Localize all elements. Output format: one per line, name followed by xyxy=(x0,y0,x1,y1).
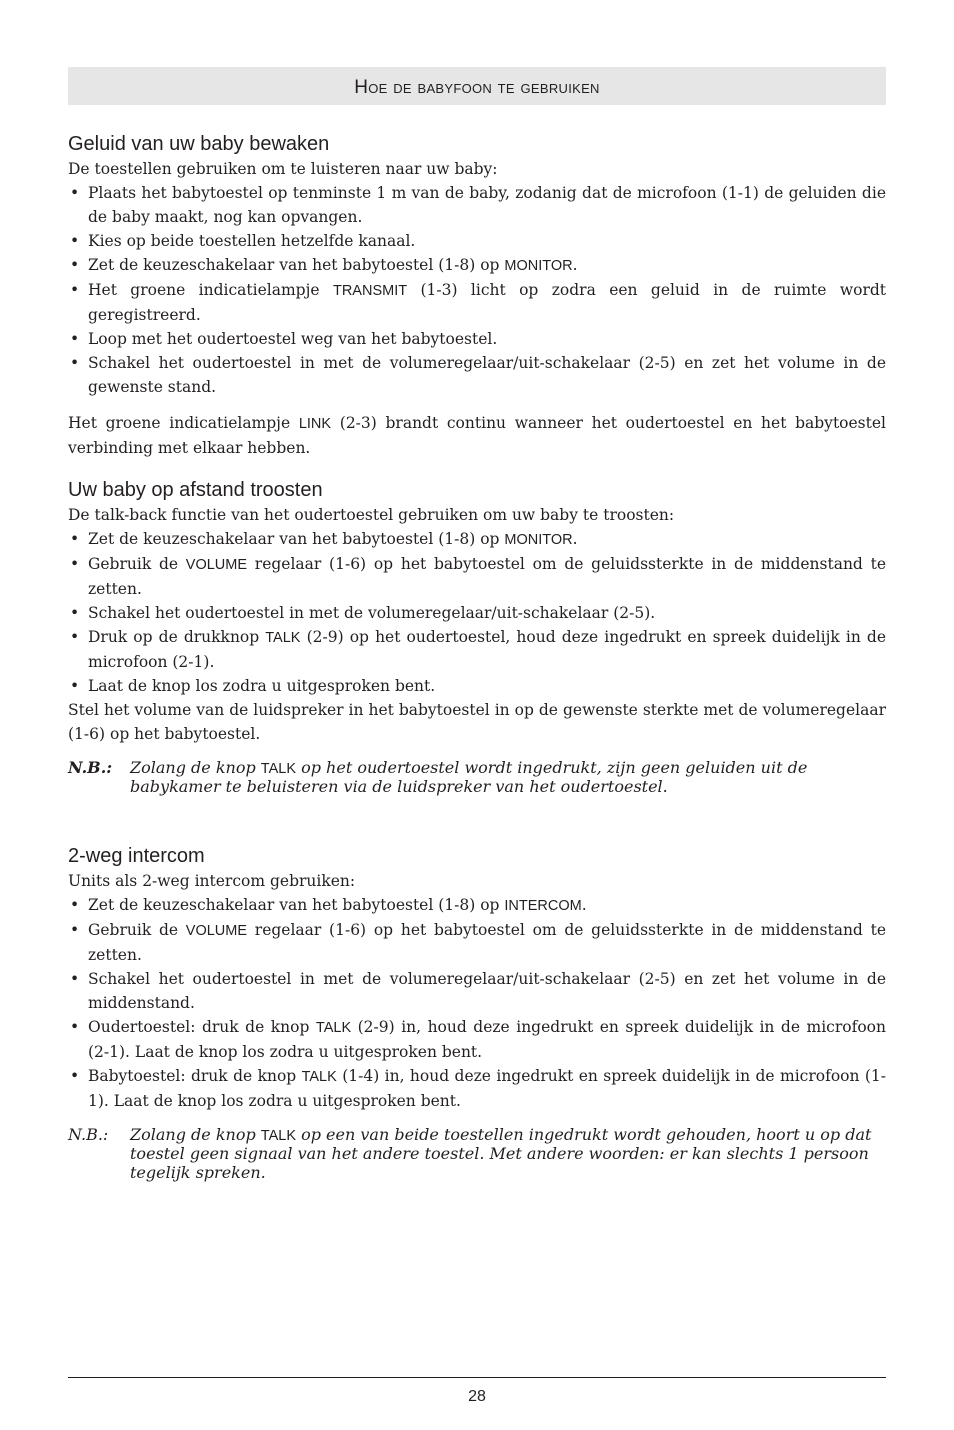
bullet-icon: • xyxy=(70,896,80,914)
section-talkback xyxy=(68,478,886,796)
list-item: • Het groene indicatielampje TRANSMIT (1-3) licht op zodra een geluid in de ruimte wordt geregistreerd. xyxy=(68,278,886,327)
list-item: • Zet de keuzeschakelaar van het babytoestel (1-8) op MONITOR. xyxy=(68,253,886,278)
page-title: Hoe de babyfoon te gebruiken xyxy=(354,77,600,98)
list-item: • Laat de knop los zodra u uitgesproken bent. xyxy=(68,674,886,698)
note-text: Zolang de knop TALK op het oudertoestel wordt ingedrukt, zijn geen geluiden uit de babykamer te beluisteren via de luidspreker van het oudertoestel. xyxy=(130,758,808,796)
bullet-icon: • xyxy=(70,232,80,250)
section-heading: Geluid van uw baby bewaken xyxy=(68,133,330,155)
list-item: • Babytoestel: druk de knop TALK (1-4) in, houd deze ingedrukt en spreek duidelijk in de microfoon (1-1). Laat de knop los zodra u uitgesproken bent. xyxy=(68,1064,886,1113)
note xyxy=(68,1125,886,1182)
bullet-icon: • xyxy=(70,921,80,939)
section-intro: De talk-back functie van het oudertoestel gebruiken om uw baby te troosten: xyxy=(68,506,675,524)
list-item: • Kies op beide toestellen hetzelfde kanaal. xyxy=(68,229,886,253)
bullet-list xyxy=(68,893,886,1113)
section-paragraph: Stel het volume van de luidspreker in het babytoestel in op de gewenste sterkte met de volumeregelaar (1-6) op het babytoestel. xyxy=(68,701,886,743)
bullet-icon: • xyxy=(70,628,80,646)
section-paragraph: Het groene indicatielampje LINK (2-3) brandt continu wanneer het oudertoestel en het babytoestel verbinding met elkaar hebben. xyxy=(68,414,886,457)
note xyxy=(68,758,886,796)
footer-divider xyxy=(68,1377,886,1378)
list-item: • Gebruik de VOLUME regelaar (1-6) op het babytoestel om de geluidssterkte in de middenstand te zetten. xyxy=(68,552,886,601)
list-item: • Loop met het oudertoestel weg van het babytoestel. xyxy=(68,327,886,351)
note-label: N.B.: xyxy=(68,1125,109,1144)
bullet-icon: • xyxy=(70,330,80,348)
list-item: • Gebruik de VOLUME regelaar (1-6) op het babytoestel om de geluidssterkte in de middenstand te zetten. xyxy=(68,918,886,967)
bullet-icon: • xyxy=(70,354,80,372)
bullet-icon: • xyxy=(70,1018,80,1036)
bullet-list xyxy=(68,527,886,698)
section-intro: Units als 2-weg intercom gebruiken: xyxy=(68,872,356,890)
section-monitor xyxy=(68,132,886,460)
bullet-icon: • xyxy=(70,555,80,573)
note-label: N.B.: xyxy=(68,758,113,777)
section-heading: 2-weg intercom xyxy=(68,845,205,867)
bullet-icon: • xyxy=(70,970,80,988)
list-item: • Zet de keuzeschakelaar van het babytoestel (1-8) op MONITOR. xyxy=(68,527,886,552)
bullet-icon: • xyxy=(70,184,80,202)
list-item: • Oudertoestel: druk de knop TALK (2-9) in, houd deze ingedrukt en spreek duidelijk in de microfoon (2-1). Laat de knop los zodra u uitgesproken bent. xyxy=(68,1015,886,1064)
bullet-icon: • xyxy=(70,281,80,299)
bullet-icon: • xyxy=(70,1067,80,1085)
bullet-icon: • xyxy=(70,256,80,274)
section-title-banner xyxy=(68,67,886,105)
list-item: • Zet de keuzeschakelaar van het babytoestel (1-8) op INTERCOM. xyxy=(68,893,886,918)
list-item: • Schakel het oudertoestel in met de volumeregelaar/uit-schakelaar (2-5). xyxy=(68,601,886,625)
page-number: 28 xyxy=(468,1388,486,1405)
section-intercom xyxy=(68,844,886,1182)
bullet-icon: • xyxy=(70,530,80,548)
bullet-list xyxy=(68,181,886,399)
section-heading: Uw baby op afstand troosten xyxy=(68,479,323,501)
note-text: Zolang de knop TALK op een van beide toestellen ingedrukt wordt gehouden, hoort u op dat toestel geen signaal van het andere toestel. Met andere woorden: er kan slechts 1 persoon tegelijk spreken. xyxy=(130,1125,872,1182)
list-item: • Plaats het babytoestel op tenminste 1 m van de baby, zodanig dat de microfoon (1-1) de geluiden die de baby maakt, nog kan opvangen. xyxy=(68,181,886,229)
list-item: • Schakel het oudertoestel in met de volumeregelaar/uit-schakelaar (2-5) en zet het volume in de middenstand. xyxy=(68,967,886,1015)
bullet-icon: • xyxy=(70,604,80,622)
section-intro: De toestellen gebruiken om te luisteren naar uw baby: xyxy=(68,160,498,178)
list-item: • Druk op de drukknop TALK (2-9) op het oudertoestel, houd deze ingedrukt en spreek duidelijk in de microfoon (2-1). xyxy=(68,625,886,674)
list-item: • Schakel het oudertoestel in met de volumeregelaar/uit-schakelaar (2-5) en zet het volume in de gewenste stand. xyxy=(68,351,886,399)
bullet-icon: • xyxy=(70,677,80,695)
